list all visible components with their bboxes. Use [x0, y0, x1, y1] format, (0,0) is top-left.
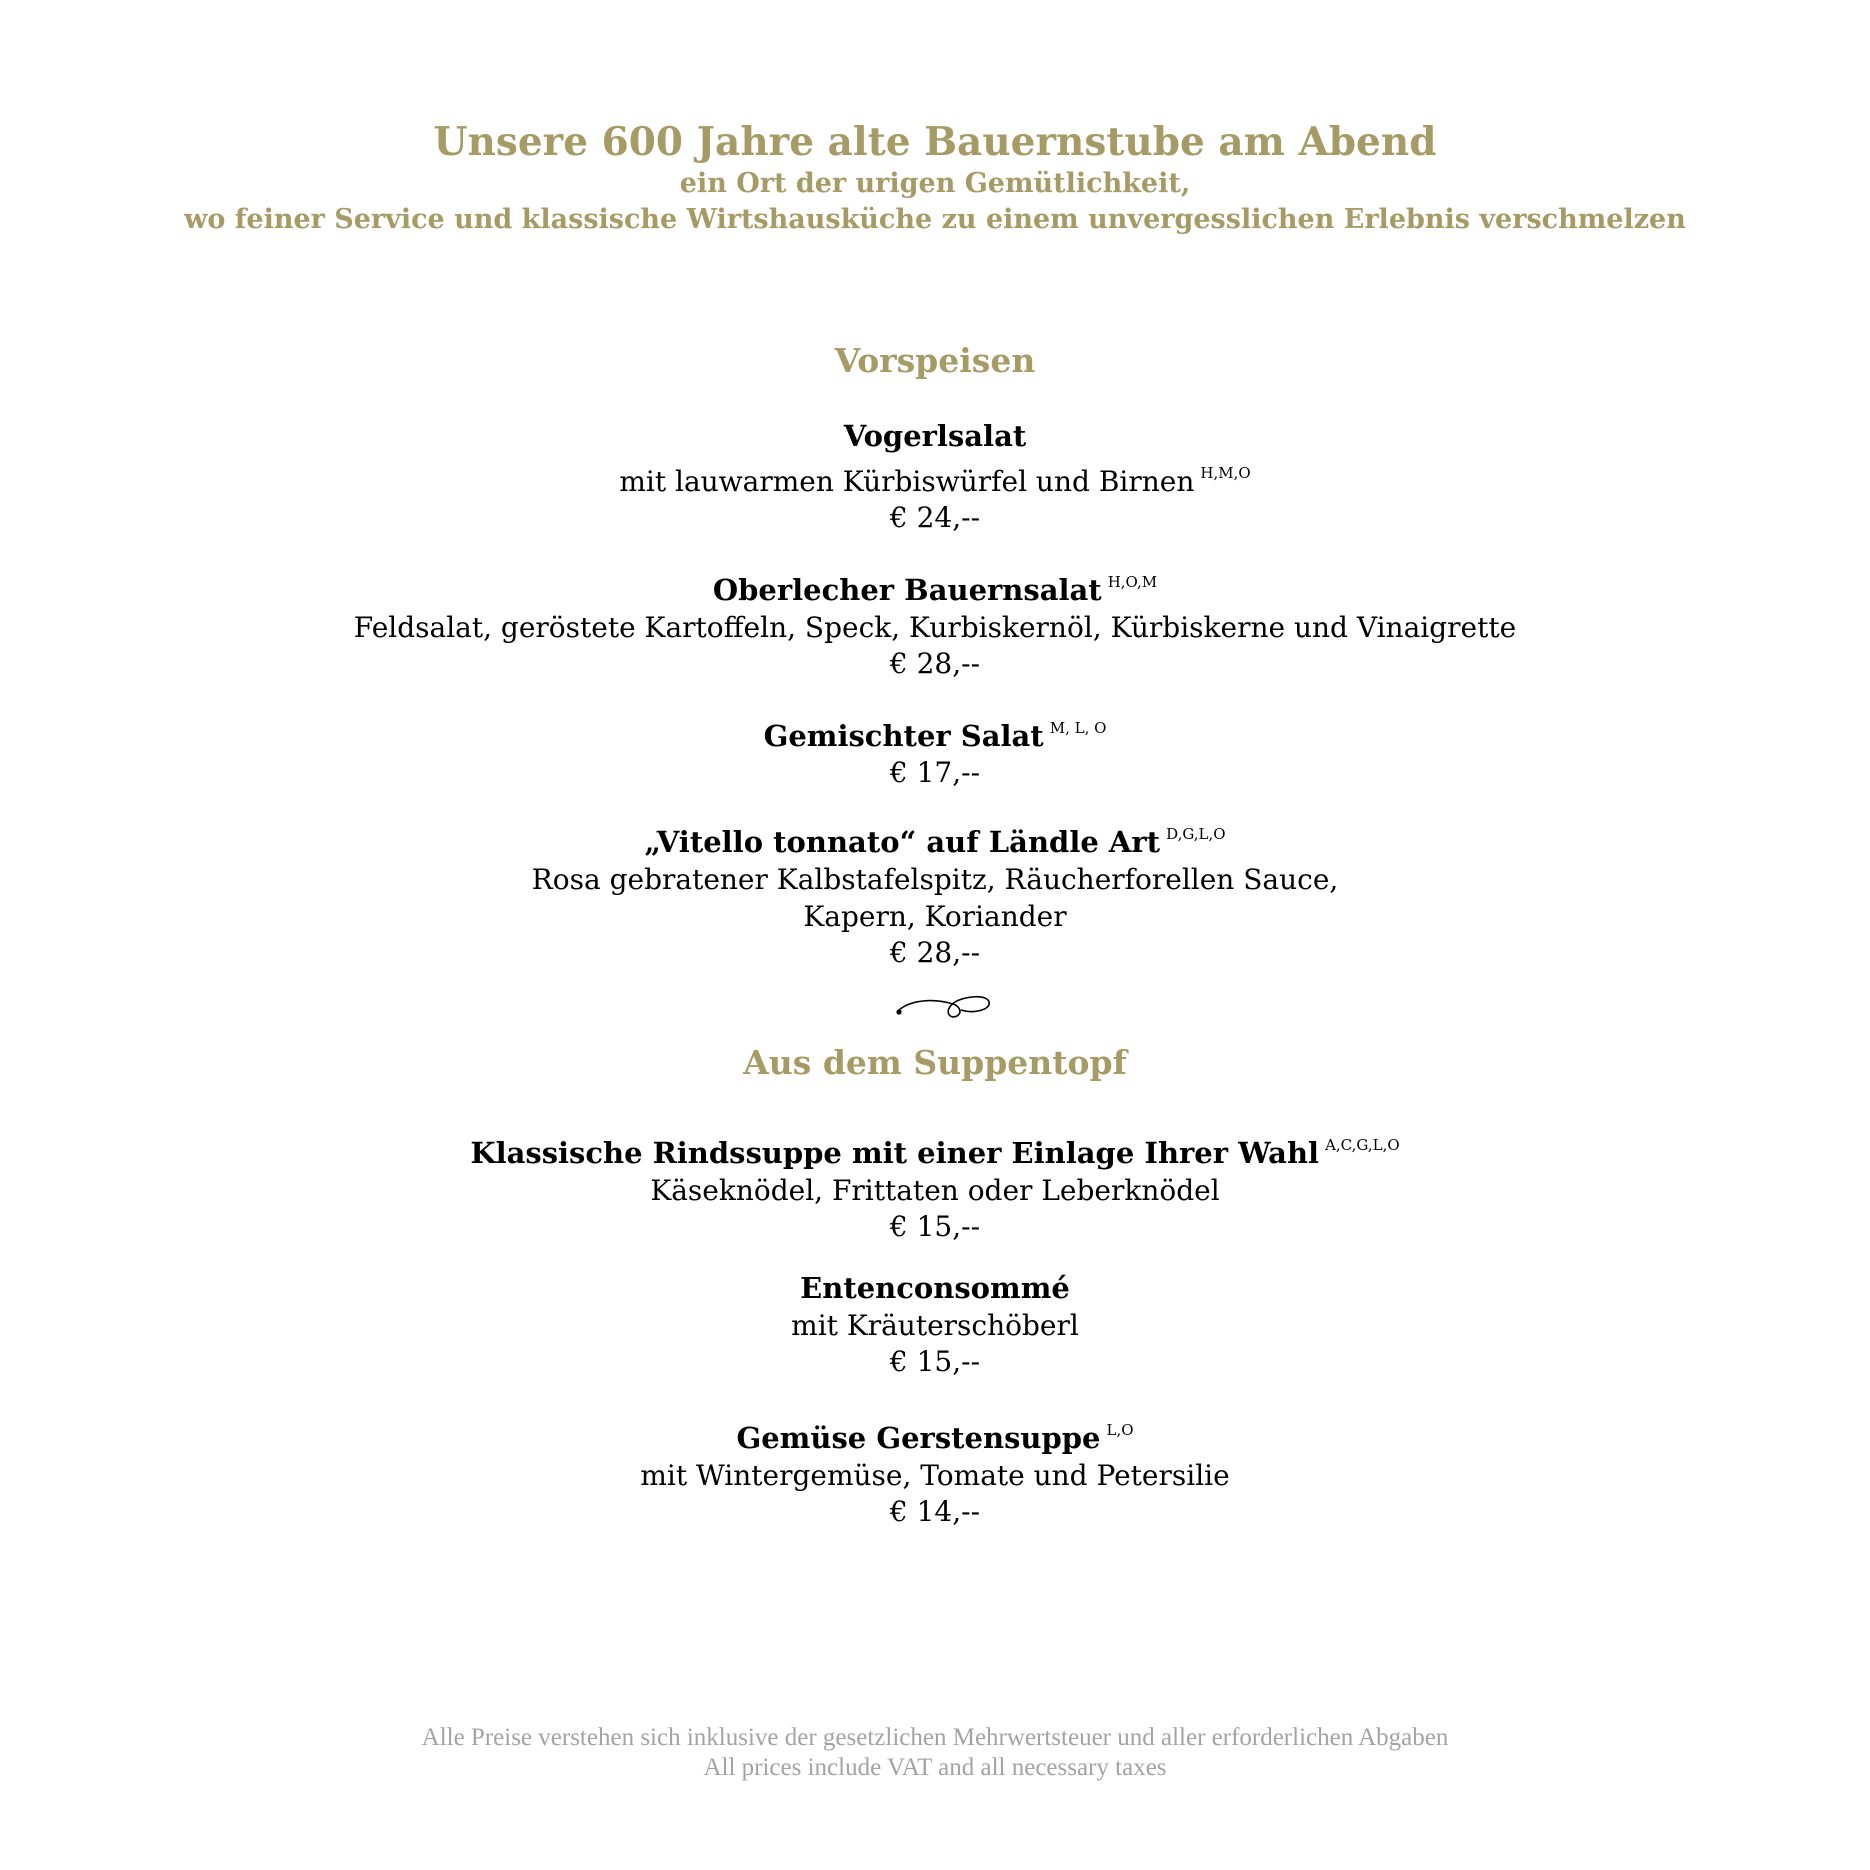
dish-item [0, 418, 1870, 536]
dish-name: Klassische Rindssuppe mit einer Einlage Ihrer Wahl $^{A,C,G,L,O}$ [470, 1136, 1400, 1170]
dish-name: Entenconsommé [800, 1271, 1070, 1305]
disclaimer-german: Alle Preise verstehen sich inklusive der gesetzlichen Mehrwertsteuer und aller erforderlichen Abgaben [421, 1724, 1449, 1751]
dish-description: Feldsalat, geröstete Kartoffeln, Speck, Kurbiskernöl, Kürbiskerne und Vinaigrette [353, 611, 1517, 644]
price-disclaimer [0, 1723, 1870, 1783]
allergen-codes: D,G,L,O [1166, 825, 1226, 843]
dish-price: € 24,-- [889, 501, 981, 534]
dish-price: € 28,-- [889, 647, 981, 680]
section-title-soups: Aus dem Suppentopf [743, 1043, 1127, 1082]
allergen-codes: H,M,O [1200, 464, 1251, 482]
dish-item [0, 710, 1870, 791]
menu-subtitle-2: wo feiner Service und klassische Wirtshausküche zu einem unvergesslichen Erlebnis verschmelzen [184, 204, 1686, 235]
dish-description: mit Wintergemüse, Tomate und Petersilie [640, 1459, 1230, 1492]
flourish-ornament-icon [893, 988, 995, 1022]
dish-name: Gemischter Salat $^{M, L, O}$ [763, 719, 1107, 753]
allergen-codes: M, L, O [1049, 719, 1107, 737]
dish-price: € 14,-- [889, 1495, 981, 1528]
dish-description: Rosa gebratener Kalbstafelspitz, Räucherforellen Sauce, [531, 863, 1339, 896]
allergen-codes: H,O,M [1107, 573, 1158, 591]
allergen-codes: L,O [1106, 1421, 1134, 1439]
dish-description: Käseknödel, Frittaten oder Leberknödel [650, 1174, 1220, 1207]
dish-price: € 15,-- [889, 1345, 981, 1378]
dish-item [0, 564, 1870, 682]
dish-name: Gemüse Gerstensuppe $^{L,O}$ [736, 1421, 1134, 1455]
menu-title: Unsere 600 Jahre alte Bauernstube am Abend [433, 119, 1437, 165]
dish-description: mit lauwarmen Kürbiswürfel und Birnen $^{H,M,O}$ [619, 464, 1251, 498]
dish-item [0, 1127, 1870, 1245]
disclaimer-english: All prices include VAT and all necessary taxes [703, 1754, 1167, 1781]
dish-description: Kapern, Koriander [803, 900, 1067, 933]
allergen-codes: A,C,G,L,O [1325, 1136, 1400, 1154]
dish-name: „Vitello tonnato“ auf Ländle Art $^{D,G,L,O}$ [644, 825, 1226, 859]
menu-header [0, 118, 1870, 238]
menu-subtitle-1: ein Ort der urigen Gemütlichkeit, [679, 168, 1191, 199]
dish-name: Vogerlsalat [843, 419, 1027, 453]
dish-price: € 28,-- [889, 936, 981, 969]
dish-name: Oberlecher Bauernsalat $^{H,O,M}$ [712, 573, 1158, 607]
dish-item [0, 1270, 1870, 1380]
dish-description: mit Kräuterschöberl [791, 1309, 1079, 1342]
dish-item [0, 1412, 1870, 1530]
section-title-starters: Vorspeisen [834, 341, 1036, 380]
dish-item [0, 816, 1870, 971]
dish-price: € 15,-- [889, 1210, 981, 1243]
dish-price: € 17,-- [889, 756, 981, 789]
